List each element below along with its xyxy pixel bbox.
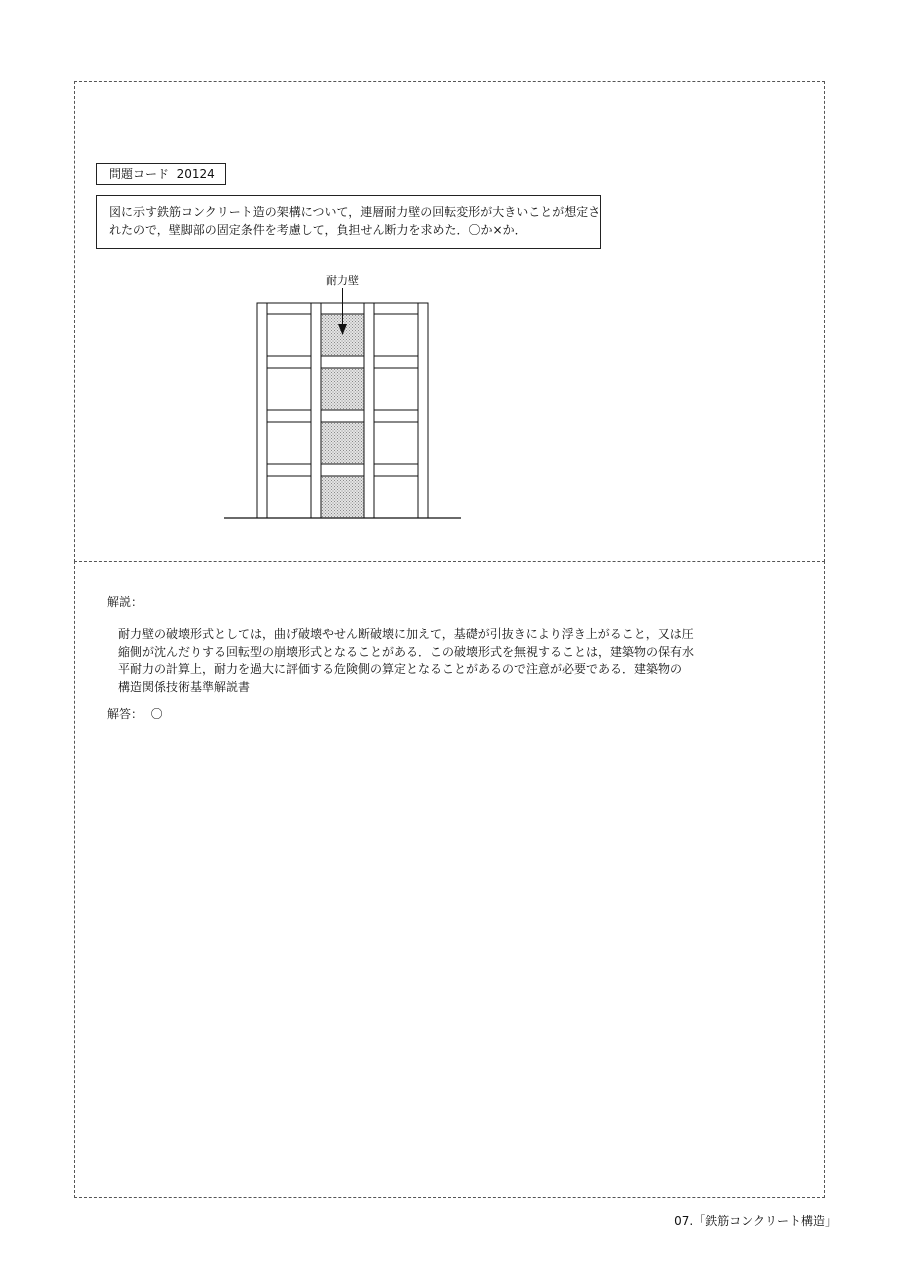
problem-code-box: 問題コード 20124 (96, 163, 226, 185)
footer-chapter: 07.「鉄筋コンクリート構造」 (674, 1214, 837, 1228)
column (257, 303, 267, 518)
question-line: れたので，壁脚部の固定条件を考慮して，負担せん断力を求めた．〇か×か． (109, 223, 527, 237)
shear-wall-panel (321, 422, 364, 464)
explanation-text (118, 626, 694, 696)
explanation-line: 構造関係技術基準解説書 (118, 679, 251, 694)
shear-wall-frame-figure (220, 270, 470, 525)
explanation-line: 平耐力の計算上，耐力を過大に評価する危険側の算定となることがあるので注意が必要である．建築物の (118, 662, 683, 676)
question-box (96, 195, 601, 249)
question-line: 図に示す鉄筋コンクリート造の架構について，連層耐力壁の回転変形が大きいことが想定さ (109, 205, 601, 219)
column (418, 303, 428, 518)
column (364, 303, 374, 518)
wall-label: 耐力壁 (326, 274, 359, 287)
explanation-line: 耐力壁の破壊形式としては，曲げ破壊やせん断破壊に加えて，基礎が引抜きにより浮き上がること，又は圧 (118, 627, 694, 641)
answer: 解答： 〇 (107, 707, 163, 721)
shear-wall-panel (321, 368, 364, 410)
shear-wall-panel (321, 476, 364, 518)
column (311, 303, 321, 518)
explanation-line: 縮側が沈んだりする回転型の崩壊形式となることがある．この破壊形式を無視することは，建築物の保有水 (118, 644, 695, 659)
explanation-heading: 解説： (107, 595, 144, 609)
